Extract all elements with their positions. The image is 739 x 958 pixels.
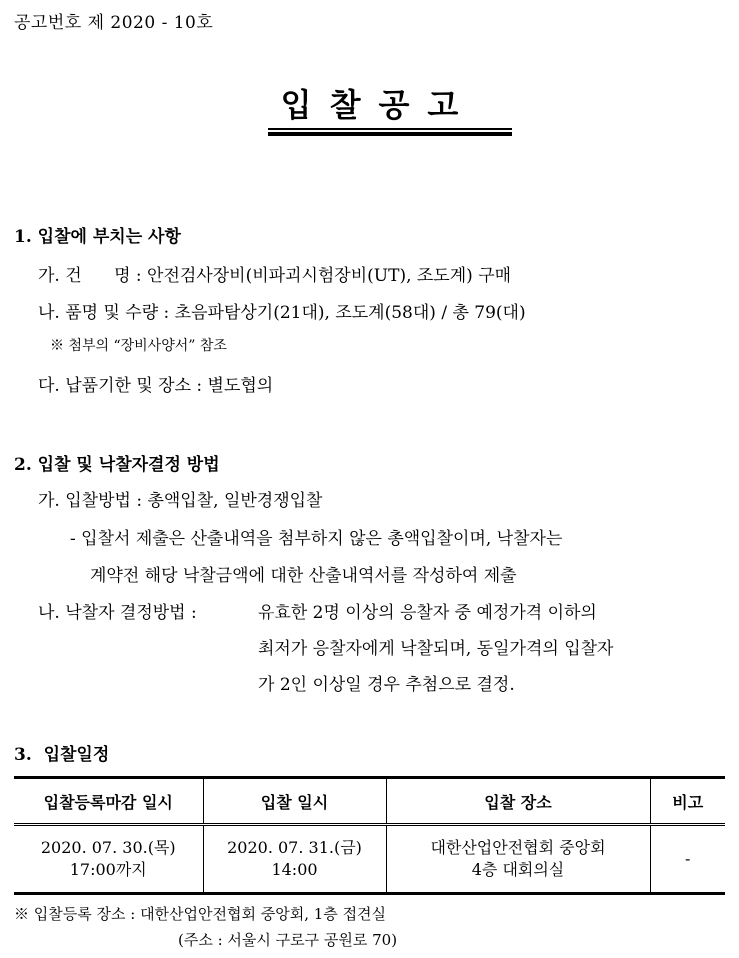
title-underline-thick	[268, 132, 512, 136]
section2-item-na-line2: 최저가 응찰자에게 낙찰되며, 동일가격의 입찰자	[258, 639, 614, 659]
bid-date: 2020. 07. 31.(금)	[227, 838, 362, 857]
schedule-table	[14, 776, 725, 895]
footer-address: (주소 : 서울시 구로구 공원로 70)	[178, 931, 398, 949]
place-name: 대한산업안전협회 중앙회	[430, 838, 606, 857]
section2-item-ga: 가. 입찰방법 : 총액입찰, 일반경쟁입찰	[38, 491, 323, 511]
section1-note: ※ 첨부의 “장비사양서” 참조	[50, 338, 227, 354]
notice-number: 공고번호 제 2020 - 10호	[14, 13, 214, 33]
title-underline-thin	[268, 128, 512, 130]
deadline-date: 2020. 07. 30.(목)	[40, 838, 176, 857]
bid-time: 14:00	[271, 860, 318, 879]
schedule-header-row	[14, 778, 725, 825]
deadline-time: 17:00까지	[69, 860, 147, 879]
cell-bid-datetime	[203, 825, 386, 894]
header-bid-place: 입찰 장소	[386, 778, 650, 825]
footer-registration-place: ※ 입찰등록 장소 : 대한산업안전협회 중앙회, 1층 접견실	[14, 905, 387, 923]
cell-remark: -	[650, 825, 725, 894]
document-title: 입찰공고	[280, 86, 477, 124]
cell-bid-place	[386, 825, 650, 894]
section1-item-ga: 가. 건 명 : 안전검사장비(비파괴시험장비(UT), 조도계) 구매	[38, 266, 512, 286]
cell-deadline	[14, 825, 203, 894]
header-bid-datetime: 입찰 일시	[203, 778, 386, 825]
section1-item-da: 다. 납품기한 및 장소 : 별도협의	[38, 376, 274, 396]
header-deadline: 입찰등록마감 일시	[14, 778, 203, 825]
header-remark: 비고	[650, 778, 725, 825]
section3-heading: 3. 입찰일정	[14, 745, 110, 765]
place-room: 4층 대회의실	[471, 860, 565, 879]
section2-heading: 2. 입찰 및 낙찰자결정 방법	[14, 455, 220, 475]
section2-item-na-line1: 유효한 2명 이상의 응찰자 중 예정가격 이하의	[258, 603, 597, 623]
table-row	[14, 825, 725, 894]
section2-item-na-line3: 가 2인 이상일 경우 추첨으로 결정.	[258, 675, 515, 695]
section1-item-na: 나. 품명 및 수량 : 초음파탐상기(21대), 조도계(58대) / 총 79(대)	[38, 303, 526, 323]
section1-heading: 1. 입찰에 부치는 사항	[14, 227, 181, 247]
section2-dash-line2: 계약전 해당 낙찰금액에 대한 산출내역서를 작성하여 제출	[90, 566, 517, 586]
section2-item-na-label: 나. 낙찰자 결정방법 :	[38, 603, 197, 623]
section2-dash-line1: - 입찰서 제출은 산출내역을 첨부하지 않은 총액입찰이며, 낙찰자는	[70, 529, 563, 549]
